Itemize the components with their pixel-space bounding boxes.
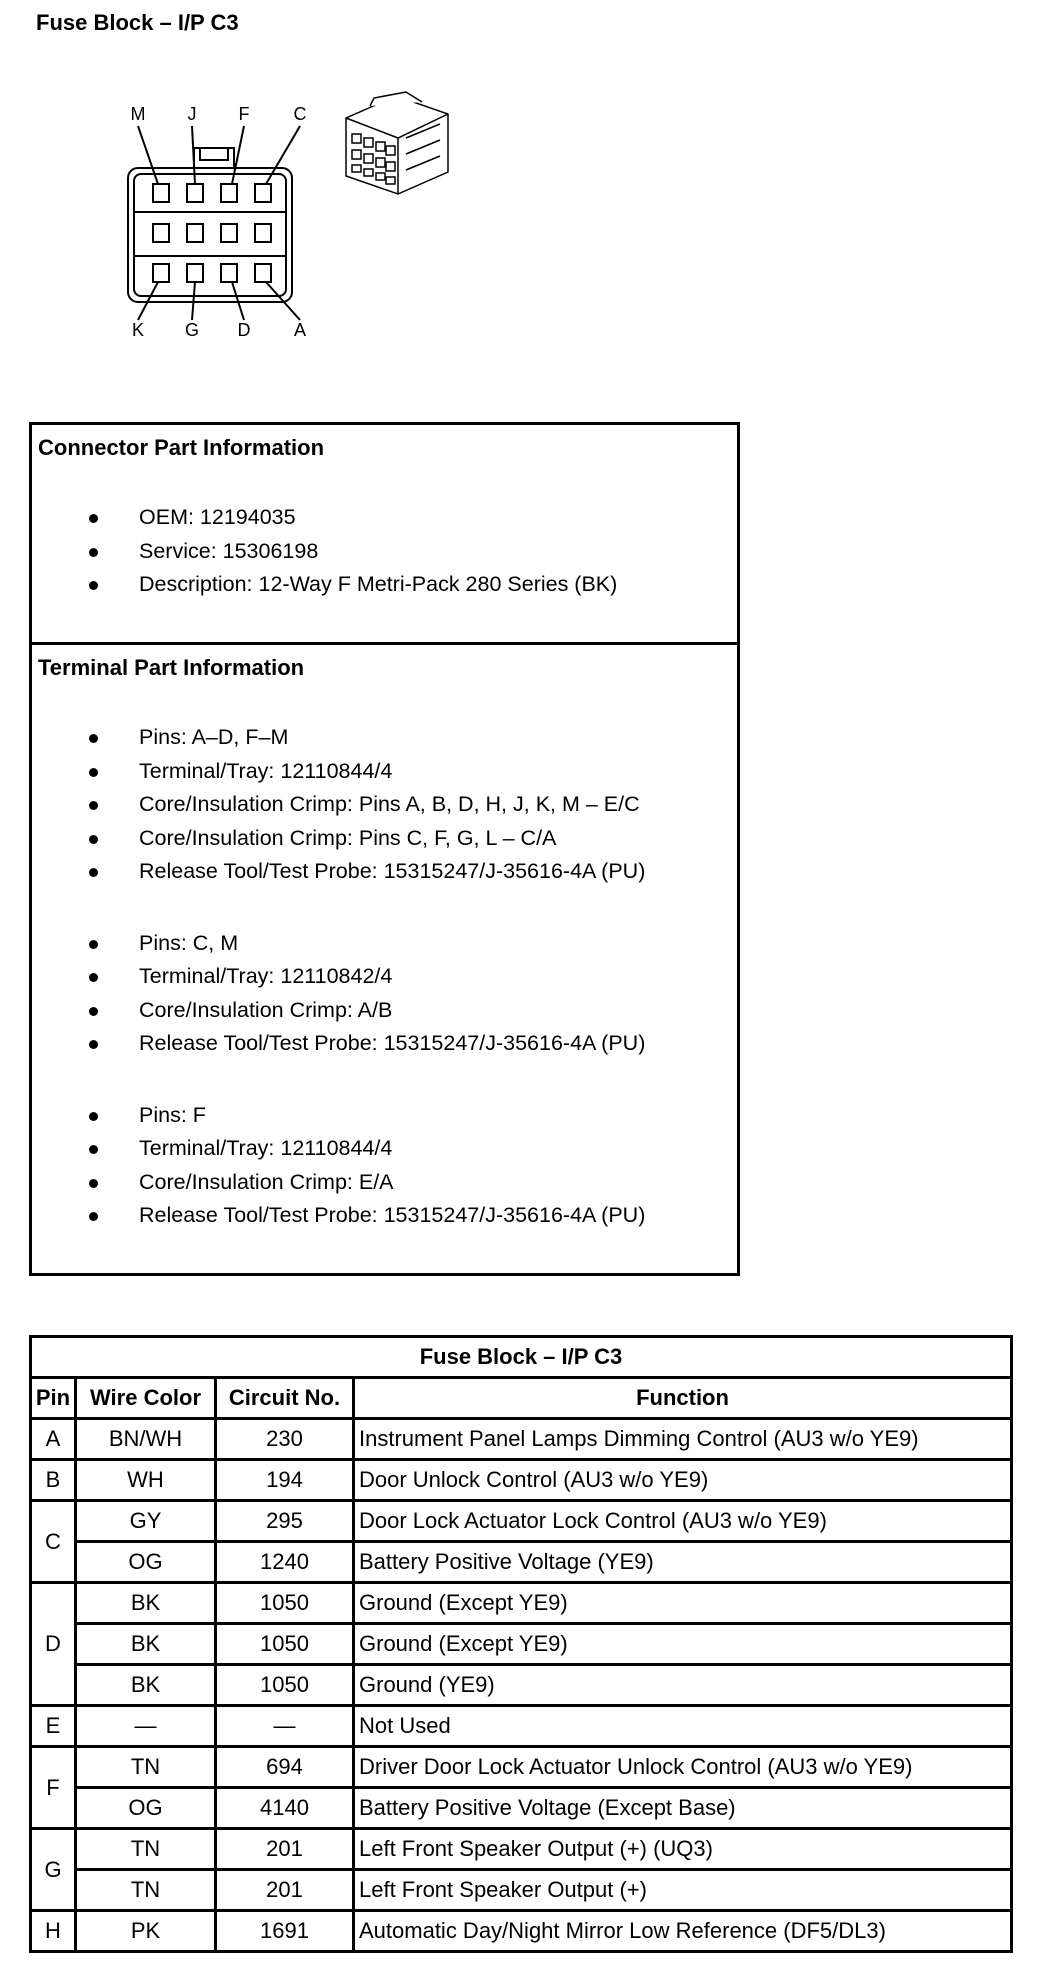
function-cell: Door Unlock Control (AU3 w/o YE9) xyxy=(355,1461,1010,1502)
table-row xyxy=(32,1830,1010,1871)
pin-table xyxy=(29,1335,1013,1953)
circuit-cell: 1050 xyxy=(217,1584,355,1625)
table-row xyxy=(32,1502,1010,1543)
table-row xyxy=(32,1584,1010,1625)
list-item: Service: 15306198 xyxy=(32,535,737,569)
circuit-cell: 1691 xyxy=(217,1912,355,1950)
table-row xyxy=(32,1625,1010,1666)
wire-color-cell: BK xyxy=(77,1666,217,1707)
list-item: Core/Insulation Crimp: E/A xyxy=(32,1166,737,1200)
table-row xyxy=(32,1543,1010,1584)
page-title: Fuse Block – I/P C3 xyxy=(36,10,239,35)
table-row xyxy=(32,1420,1010,1461)
list-item: Terminal/Tray: 12110844/4 xyxy=(32,755,737,789)
function-cell: Not Used xyxy=(355,1707,1010,1748)
circuit-cell: 694 xyxy=(217,1748,355,1789)
function-cell: Ground (YE9) xyxy=(355,1666,1010,1707)
table-row xyxy=(32,1666,1010,1707)
pin-cavity xyxy=(187,264,203,282)
column-header: Circuit No. xyxy=(217,1379,355,1420)
wire-color-cell: WH xyxy=(77,1461,217,1502)
pin-cavity xyxy=(221,224,237,242)
list-item: Description: 12-Way F Metri-Pack 280 Series (BK) xyxy=(32,568,737,602)
circuit-cell: 1240 xyxy=(217,1543,355,1584)
pin-cavity xyxy=(153,264,169,282)
connector-isometric-image xyxy=(336,88,456,198)
pin-label-k: K xyxy=(131,320,145,340)
pin-label-c: C xyxy=(293,104,307,124)
function-cell: Battery Positive Voltage (YE9) xyxy=(355,1543,1010,1584)
pin-cell: B xyxy=(32,1461,77,1502)
pin-label-g: G xyxy=(184,320,200,340)
connector-part-information xyxy=(32,425,737,645)
circuit-cell: 1050 xyxy=(217,1666,355,1707)
pin-cell: F xyxy=(32,1748,77,1830)
wire-color-cell: BN/WH xyxy=(77,1420,217,1461)
table-row xyxy=(32,1748,1010,1789)
table-title: Fuse Block – I/P C3 xyxy=(32,1338,1010,1379)
circuit-cell: — xyxy=(217,1707,355,1748)
list-item: Release Tool/Test Probe: 15315247/J-35616-4A (PU) xyxy=(32,1027,737,1061)
wire-color-cell: — xyxy=(77,1707,217,1748)
pin-cavity xyxy=(221,264,237,282)
list-item: Release Tool/Test Probe: 15315247/J-35616-4A (PU) xyxy=(32,855,737,889)
circuit-cell: 201 xyxy=(217,1871,355,1912)
terminal-info-group-2 xyxy=(32,927,737,1061)
wire-color-cell: OG xyxy=(77,1789,217,1830)
function-cell: Left Front Speaker Output (+) (UQ3) xyxy=(355,1830,1010,1871)
wire-color-cell: GY xyxy=(77,1502,217,1543)
circuit-cell: 295 xyxy=(217,1502,355,1543)
wire-color-cell: TN xyxy=(77,1748,217,1789)
list-item: Core/Insulation Crimp: Pins A, B, D, H, J, K, M – E/C xyxy=(32,788,737,822)
function-cell: Automatic Day/Night Mirror Low Reference (DF5/DL3) xyxy=(355,1912,1010,1950)
pin-cavity xyxy=(153,224,169,242)
list-item: Terminal/Tray: 12110842/4 xyxy=(32,960,737,994)
function-cell: Ground (Except YE9) xyxy=(355,1584,1010,1625)
pin-cavity xyxy=(187,184,203,202)
pin-cavity xyxy=(221,184,237,202)
pin-cell: C xyxy=(32,1502,77,1584)
table-row xyxy=(32,1789,1010,1830)
table-row xyxy=(32,1461,1010,1502)
list-item: Pins: C, M xyxy=(32,927,737,961)
pin-cell: D xyxy=(32,1584,77,1707)
pin-cavity xyxy=(255,184,271,202)
circuit-cell: 194 xyxy=(217,1461,355,1502)
pin-cavity xyxy=(153,184,169,202)
pin-cell: G xyxy=(32,1830,77,1912)
table-header-row xyxy=(32,1379,1010,1420)
part-information-box xyxy=(29,422,740,1276)
wire-color-cell: OG xyxy=(77,1543,217,1584)
list-item: Terminal/Tray: 12110844/4 xyxy=(32,1132,737,1166)
wire-color-cell: PK xyxy=(77,1912,217,1950)
pin-cell: E xyxy=(32,1707,77,1748)
terminal-info-group-3 xyxy=(32,1099,737,1233)
table-row xyxy=(32,1871,1010,1912)
column-header: Pin xyxy=(32,1379,77,1420)
connector-face-diagram xyxy=(120,100,320,346)
circuit-cell: 4140 xyxy=(217,1789,355,1830)
list-item: Pins: F xyxy=(32,1099,737,1133)
pin-cavity xyxy=(187,224,203,242)
function-cell: Battery Positive Voltage (Except Base) xyxy=(355,1789,1010,1830)
function-cell: Ground (Except YE9) xyxy=(355,1625,1010,1666)
function-cell: Left Front Speaker Output (+) xyxy=(355,1871,1010,1912)
circuit-cell: 1050 xyxy=(217,1625,355,1666)
pin-label-m: M xyxy=(130,104,146,124)
pin-label-a: A xyxy=(293,320,307,340)
pin-cell: H xyxy=(32,1912,77,1950)
terminal-info-heading: Terminal Part Information xyxy=(38,655,305,680)
circuit-cell: 201 xyxy=(217,1830,355,1871)
table-row xyxy=(32,1912,1010,1950)
pin-label-f: F xyxy=(238,104,250,124)
table-row xyxy=(32,1707,1010,1748)
function-cell: Door Lock Actuator Lock Control (AU3 w/o YE9) xyxy=(355,1502,1010,1543)
list-item: Core/Insulation Crimp: A/B xyxy=(32,994,737,1028)
column-header: Wire Color xyxy=(77,1379,217,1420)
wire-color-cell: BK xyxy=(77,1584,217,1625)
list-item: Pins: A–D, F–M xyxy=(32,721,737,755)
pin-cavity xyxy=(255,264,271,282)
connector-latch xyxy=(194,148,234,168)
connector-info-heading: Connector Part Information xyxy=(38,435,325,460)
connector-info-list xyxy=(32,501,737,602)
list-item: Core/Insulation Crimp: Pins C, F, G, L – C/A xyxy=(32,822,737,856)
terminal-part-information xyxy=(32,645,737,1233)
list-item: Release Tool/Test Probe: 15315247/J-35616-4A (PU) xyxy=(32,1199,737,1233)
leader-line xyxy=(138,126,158,184)
list-item: OEM: 12194035 xyxy=(32,501,737,535)
function-cell: Driver Door Lock Actuator Unlock Control (AU3 w/o YE9) xyxy=(355,1748,1010,1789)
wire-color-cell: BK xyxy=(77,1625,217,1666)
terminal-info-group-1 xyxy=(32,721,737,889)
connector-inner-outline xyxy=(134,174,286,296)
column-header: Function xyxy=(355,1379,1010,1420)
pin-label-j: J xyxy=(187,104,197,124)
function-cell: Instrument Panel Lamps Dimming Control (AU3 w/o YE9) xyxy=(355,1420,1010,1461)
wire-color-cell: TN xyxy=(77,1830,217,1871)
circuit-cell: 230 xyxy=(217,1420,355,1461)
pin-cavity xyxy=(255,224,271,242)
pin-label-d: D xyxy=(237,320,251,340)
wire-color-cell: TN xyxy=(77,1871,217,1912)
pin-cell: A xyxy=(32,1420,77,1461)
